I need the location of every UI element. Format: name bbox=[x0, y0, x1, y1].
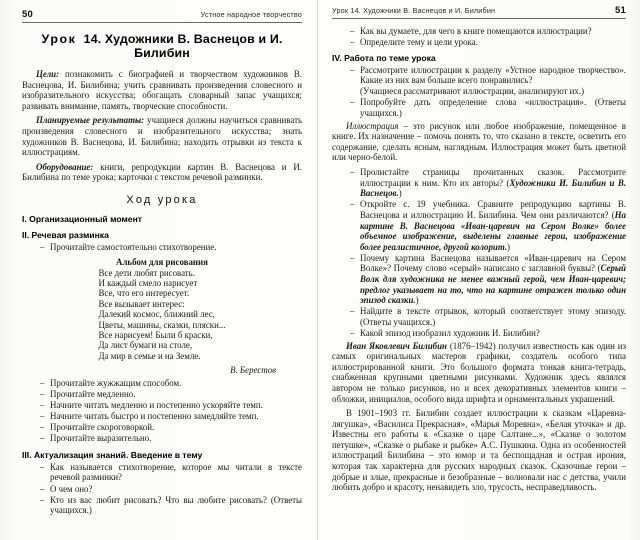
speech-warmup-list bbox=[22, 242, 302, 253]
list-item-answer: Серый Волк для художника не менее важный герой, чем Иван-царевич; предлог указывает на то, что на картине отражен только один эпизод сказки. bbox=[360, 263, 626, 306]
poem-line: Цветы, машины, сказки, пляски... bbox=[98, 319, 226, 330]
list-item: – Как вы думаете, для чего в книге помещаются иллюстрации? bbox=[350, 26, 626, 37]
list-item-text: Откройте с. 19 учебника. Сравните репродукцию картины В. Васнецова и иллюстрацию И. Билибина. Чем они различаются? ( bbox=[360, 199, 626, 220]
biography-name: Иван Яковлевич Билибин bbox=[346, 340, 447, 351]
section-heading-lesson-work: IV. Работа по теме урока bbox=[332, 52, 436, 63]
page-number-left: 50 bbox=[22, 9, 33, 20]
lesson-title-main: 14. Художники В. Васнецов и И. Билибин bbox=[83, 32, 283, 60]
poem-title: Альбом для рисования bbox=[116, 256, 208, 267]
list-item bbox=[350, 253, 626, 306]
right-page bbox=[318, 0, 640, 540]
poem-lines bbox=[99, 268, 226, 362]
equipment-label: Оборудование: bbox=[36, 161, 94, 172]
definition-text: – это рисунок или любое изображение, помещенное в книге. Их назначение – помочь понять то, что сказано в тексте, осветить его содержание, сделать ясным, наглядным. Иллюстрация может быть цветной или черно-белой. bbox=[332, 120, 626, 163]
list-item: – Попробуйте дать определение слова «иллюстрация». (Ответы учащихся.) bbox=[350, 97, 626, 118]
equipment-text: книги, репродукции картин В. Васнецова и И. Билибина по теме урока; карточки с текстом речевой разминки. bbox=[22, 161, 302, 183]
poem-line: И каждый смело нарисует bbox=[98, 277, 198, 288]
running-head-title-left: Устное народное творчество bbox=[200, 10, 302, 19]
lesson-work-list bbox=[332, 65, 626, 119]
running-head-title-right: Урок 14. Художники В. Васнецов и И. Билибин bbox=[332, 6, 496, 15]
reading-tasks-list bbox=[22, 378, 302, 444]
list-item-text: Пролистайте страницы прочитанных сказок. Рассмотрите иллюстрации к ним. Кто их авторы? ( bbox=[360, 167, 626, 188]
poem-author: В. Берестов bbox=[230, 364, 276, 375]
actualization-list bbox=[22, 462, 302, 516]
definition-term: Иллюстрация bbox=[346, 120, 399, 131]
lesson-work-list-2 bbox=[332, 167, 626, 339]
list-item: – Прочитайте скороговоркой. bbox=[40, 422, 302, 433]
list-item: – Прочитайте медленно. bbox=[40, 389, 302, 400]
biography-paragraph bbox=[332, 341, 626, 405]
poem-line: Да лист бумаги на столе, bbox=[98, 340, 193, 351]
poem-block bbox=[22, 257, 302, 375]
goals-paragraph bbox=[22, 69, 302, 111]
list-item: – Начните читать медленно и постепенно ускоряйте темп. bbox=[40, 400, 302, 411]
right-running-head bbox=[332, 5, 626, 19]
poem-line: Все вызывает интерес: bbox=[98, 298, 185, 309]
definition-paragraph bbox=[332, 121, 626, 163]
section-heading-speech-warmup: II. Речевая разминка bbox=[22, 229, 109, 240]
results-paragraph bbox=[22, 115, 302, 157]
list-item: – Прочитайте выразительно. bbox=[40, 433, 302, 444]
list-item-answer: На картине В. Васнецова «Иван-царевич на Сером Волке» более объемное изображение, выделены главные герои, изображение более реалистичное, другой колорит. bbox=[360, 209, 626, 252]
list-item: – О чем оно? bbox=[40, 484, 302, 495]
results-text: учащиеся должны научиться сравнивать произведения словесного и изобразительного искусства; знать художников В. Васнецова, И. Билибина; находить отрывки из текста к иллюстрациям. bbox=[22, 115, 302, 158]
list-item bbox=[350, 199, 626, 252]
list-item-text: Почему картина Васнецова называется «Иван-царевич на Сером Волке»? Почему слово «серый» написано с заглавной буквы? ( bbox=[360, 252, 626, 274]
list-item-tail: ) bbox=[398, 188, 402, 199]
list-item: – Как называется стихотворение, которое мы читали в тексте речевой разминки? bbox=[40, 462, 302, 483]
poem-line: Далекий космос, ближний лес, bbox=[98, 309, 215, 320]
list-item: – Рассмотрите иллюстрации к разделу «Устное народное творчество». Какие из них вам больше всего понравились? bbox=[350, 65, 626, 86]
poem-line: Все, что его интересует. bbox=[98, 288, 190, 299]
list-item: – Прочитайте жужжащим способом. bbox=[40, 378, 302, 389]
list-item-tail: ) bbox=[415, 295, 419, 306]
list-item-note: (Учащиеся рассматривают иллюстрации, анализируют их.) bbox=[360, 86, 585, 97]
list-item: – Найдите в тексте отрывок, который соответствует этому эпизоду. (Ответы учащихся.) bbox=[350, 306, 626, 327]
goals-text: познакомить с биографией и творчеством художников В. Васнецова, И. Билибина; учить сравнивать произведения словесного и изобразительного искусства; обогащать словарный запас учащихся; развивать внимание, память, творческие способности. bbox=[22, 69, 302, 111]
biography-text: (1876–1942) получил известность как один из самых оригинальных мастеров графики, создатель особого типа иллюстрированной книги. Это большого формата тонкая книга-тетрадь, снабженная крупными цветными рисунками. Художник здесь являлся автором не только рисунков, но и всех декоративных элементов книги – обложки, инициалов, особого вида шрифта и орнаментальных украшений. bbox=[332, 340, 627, 404]
section-heading-organizational: I. Организационный момент bbox=[22, 213, 142, 224]
poem-line: Все нарисуем! Были б краски, bbox=[98, 329, 213, 340]
poem-line: Все дети любят рисовать. bbox=[98, 267, 195, 278]
course-heading: Ход урока bbox=[126, 193, 198, 206]
goals-label: Цели: bbox=[36, 69, 60, 79]
poem-line: Да мир в семье и на Земле. bbox=[98, 350, 201, 361]
list-item: – Какой эпизод изобразил художник И. Билибин? bbox=[350, 328, 626, 339]
intro-questions-list bbox=[332, 26, 626, 48]
lesson-title bbox=[22, 32, 302, 60]
biography-paragraph-2: В 1901–1903 гг. Билибин создает иллюстрации к сказкам «Царевна-лягушка», «Василиса Прекрасная», «Марья Моревна», «Белая уточка» и др. Известны его работы к «Сказке о царе Салтане...», «Сказке о золотом петушке», «Сказке о рыбаке и рыбке» А.С. Пушкина. Одна из особенностей иллюстраций Билибина – это юмор и та беспощадная и острая ирония, которая так характерна для русских народных сказок. Сказочные герои – добрые и злые, прекрасные и безобразные – волновали нас с детства, учили любить добро и красоту, ненавидеть зло, трусость, несправедливость. bbox=[332, 408, 626, 493]
results-label: Планируемые результаты: bbox=[36, 115, 145, 126]
left-running-head bbox=[22, 9, 302, 23]
list-item-tail: ) bbox=[507, 241, 511, 252]
left-page bbox=[0, 0, 318, 540]
list-item: – Начните читать быстро и постепенно замедляйте темп. bbox=[40, 411, 302, 422]
list-item-answer: Художники И. Билибин и В. Васнецов. bbox=[360, 177, 626, 199]
list-item: – Кто из вас любит рисовать? Что вы любите рисовать? (Ответы учащихся.) bbox=[40, 495, 302, 516]
list-item: – Определите тему и цели урока. bbox=[350, 37, 626, 48]
list-item: – Прочитайте самостоятельно стихотворение. bbox=[40, 242, 302, 253]
lesson-title-prefix: Урок bbox=[41, 32, 77, 46]
list-item bbox=[350, 167, 626, 199]
equipment-paragraph bbox=[22, 162, 302, 183]
section-heading-actualization: III. Актуализация знаний. Введение в тему bbox=[22, 449, 203, 460]
page-number-right: 51 bbox=[615, 5, 626, 16]
